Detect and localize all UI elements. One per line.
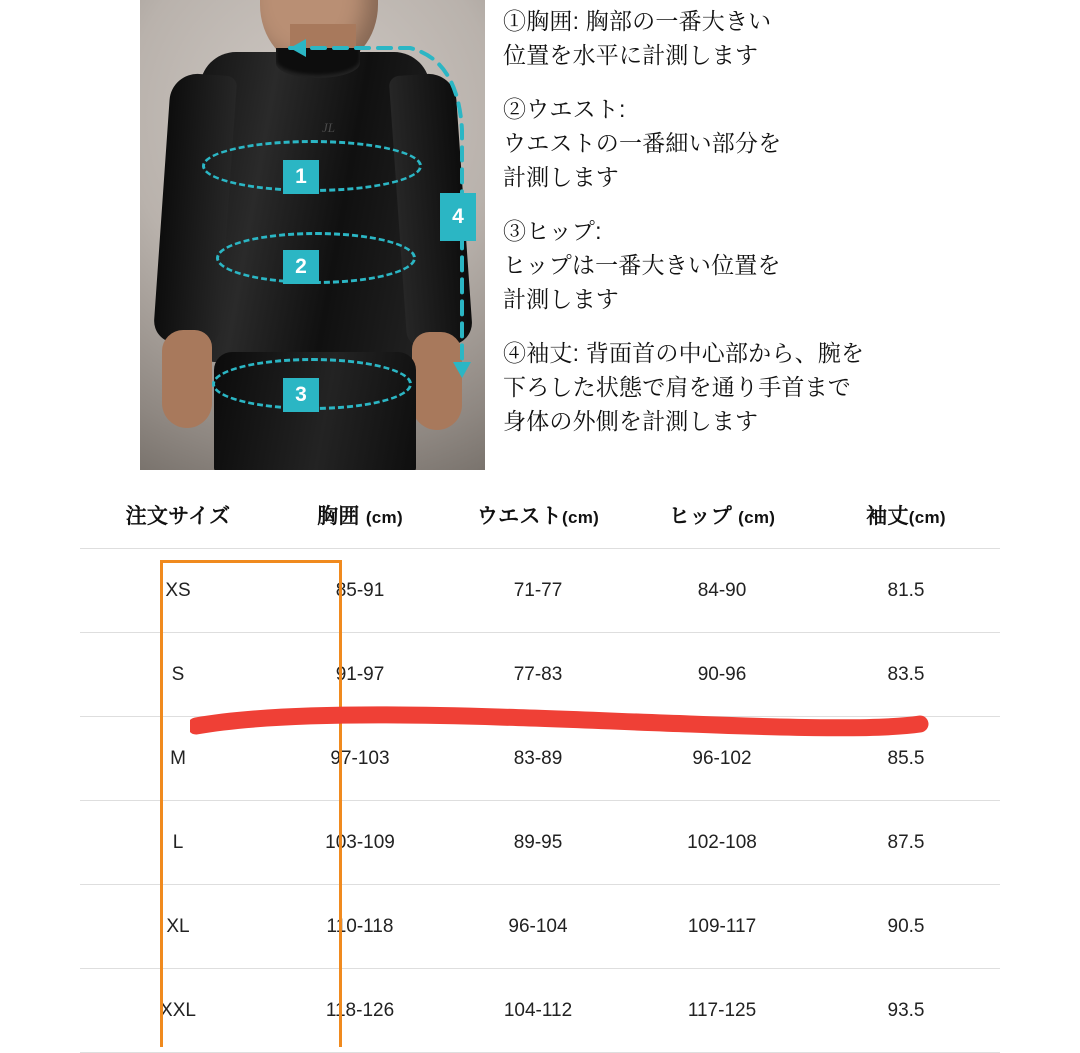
cell-sleeve: 81.5 (812, 549, 1000, 633)
header-size-label: 注文サイズ (125, 505, 231, 528)
note-sleeve-line2: 下ろした状態で肩を通り手首まで (503, 374, 851, 400)
cell-waist: 83-89 (444, 717, 632, 801)
size-chart-section (0, 492, 1080, 1053)
cell-waist: 71-77 (444, 549, 632, 633)
note-hip (503, 214, 1063, 316)
badge-sleeve: 4 (440, 193, 476, 241)
note-chest (503, 4, 1063, 72)
cell-chest: 97-103 (276, 717, 444, 801)
table-row (80, 549, 1000, 633)
brand-logo-icon: JL (322, 120, 335, 135)
header-sleeve-label: 袖丈 (866, 505, 909, 528)
cell-size: XS (80, 549, 276, 633)
note-waist-line1: ②ウエスト: (503, 96, 626, 122)
table-row (80, 969, 1000, 1053)
header-chest (276, 492, 444, 549)
note-chest-line2: 位置を水平に計測します (503, 42, 759, 68)
cell-size: XL (80, 885, 276, 969)
note-sleeve-line1: ④袖丈: 背面首の中心部から、腕を (503, 340, 865, 366)
cell-size: L (80, 801, 276, 885)
cell-sleeve: 93.5 (812, 969, 1000, 1053)
cell-waist: 77-83 (444, 633, 632, 717)
cell-sleeve: 83.5 (812, 633, 1000, 717)
note-sleeve (503, 336, 1063, 438)
note-chest-line1: ①胸囲: 胸部の一番大きい (503, 8, 772, 34)
note-hip-line1: ③ヒップ: (503, 218, 602, 244)
cell-chest: 85-91 (276, 549, 444, 633)
header-size (80, 492, 276, 549)
table-row (80, 885, 1000, 969)
cell-hip: 84-90 (632, 549, 812, 633)
note-hip-line2: ヒップは一番大きい位置を (503, 252, 781, 278)
badge-chest: 1 (283, 160, 319, 194)
cell-hip: 109-117 (632, 885, 812, 969)
note-hip-line3: 計測します (503, 286, 619, 312)
cell-waist: 89-95 (444, 801, 632, 885)
header-hip-unit: (cm) (738, 508, 776, 527)
cell-sleeve: 85.5 (812, 717, 1000, 801)
cell-hip: 117-125 (632, 969, 812, 1053)
cell-size: XXL (80, 969, 276, 1053)
cell-chest: 110-118 (276, 885, 444, 969)
table-row (80, 633, 1000, 717)
header-waist-unit: (cm) (562, 508, 600, 527)
cell-waist: 96-104 (444, 885, 632, 969)
header-sleeve-unit: (cm) (908, 508, 946, 527)
cell-sleeve: 87.5 (812, 801, 1000, 885)
note-waist-line3: 計測します (503, 164, 619, 190)
cell-waist: 104-112 (444, 969, 632, 1053)
header-hip (632, 492, 812, 549)
measurement-notes (503, 4, 1063, 458)
table-header-row (80, 492, 1000, 549)
cell-size: M (80, 717, 276, 801)
cell-chest: 91-97 (276, 633, 444, 717)
header-sleeve (812, 492, 1000, 549)
header-chest-unit: (cm) (365, 508, 403, 527)
measurement-diagram-section (0, 0, 1080, 480)
table-row (80, 801, 1000, 885)
table-row (80, 717, 1000, 801)
badge-hip: 3 (283, 378, 319, 412)
cell-chest: 118-126 (276, 969, 444, 1053)
header-hip-label: ヒップ (668, 505, 733, 528)
note-waist-line2: ウエストの一番細い部分を (503, 130, 782, 156)
header-waist (444, 492, 632, 549)
cell-chest: 103-109 (276, 801, 444, 885)
cell-hip: 90-96 (632, 633, 812, 717)
size-chart-table (80, 492, 1000, 1053)
model-left-hand (162, 330, 212, 428)
header-chest-label: 胸囲 (317, 505, 360, 528)
cell-sleeve: 90.5 (812, 885, 1000, 969)
badge-waist: 2 (283, 250, 319, 284)
header-waist-label: ウエスト (476, 505, 563, 528)
note-sleeve-line3: 身体の外側を計測します (503, 408, 759, 434)
cell-hip: 96-102 (632, 717, 812, 801)
cell-hip: 102-108 (632, 801, 812, 885)
note-waist (503, 92, 1063, 194)
cell-size: S (80, 633, 276, 717)
